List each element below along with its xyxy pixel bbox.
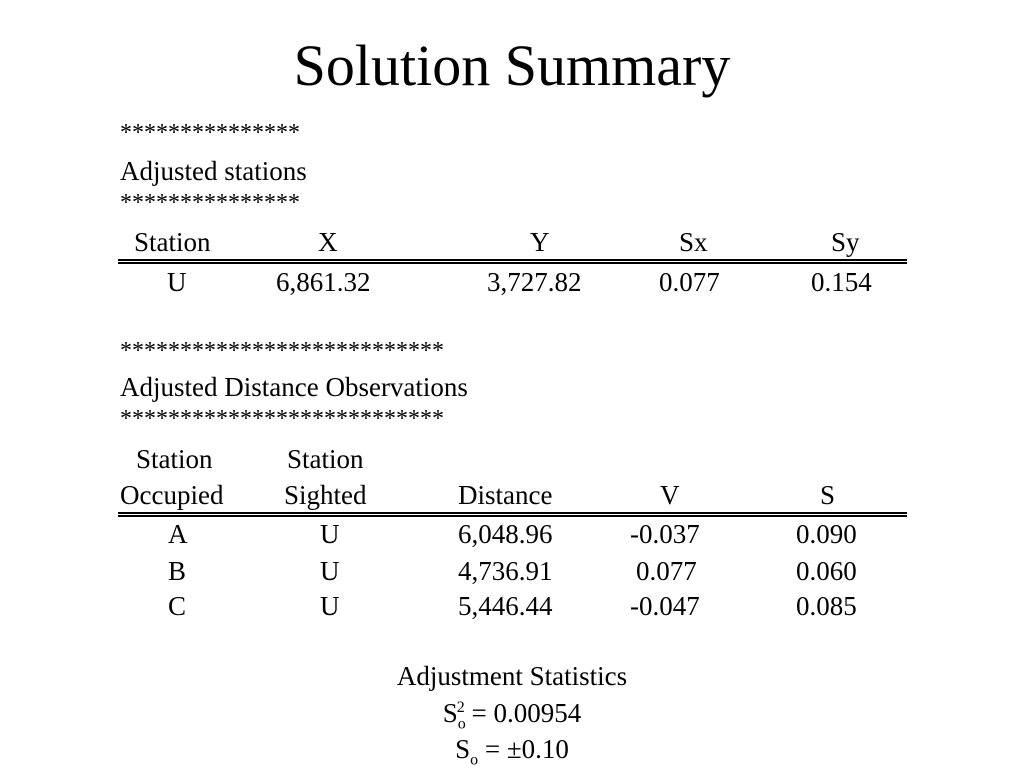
stations-heading: Adjusted stations bbox=[120, 156, 307, 186]
statistics-variance bbox=[0, 697, 1024, 733]
stations-col-y: Y bbox=[530, 227, 550, 257]
distance-stars-top: *************************** bbox=[120, 338, 444, 364]
distance-col-distance: Distance bbox=[458, 480, 553, 510]
distance-row-b-v: 0.077 bbox=[636, 556, 697, 586]
stations-stars-bottom: *************** bbox=[120, 190, 300, 216]
distance-col-station-occupied-line1: Station bbox=[136, 444, 213, 474]
distance-row-c-s: 0.085 bbox=[796, 591, 857, 621]
stations-row-sy: 0.154 bbox=[811, 267, 872, 297]
stations-col-station: Station bbox=[134, 227, 211, 257]
distance-row-c-occupied: C bbox=[168, 591, 187, 621]
distance-row-a-sighted: U bbox=[320, 519, 340, 549]
distance-row-b-distance: 4,736.91 bbox=[458, 556, 553, 586]
stations-col-x: X bbox=[318, 227, 338, 257]
stations-header-rule bbox=[118, 259, 907, 264]
distance-row-c-sighted: U bbox=[320, 591, 340, 621]
distance-row-c-v: -0.047 bbox=[630, 591, 700, 621]
variance-symbol: S bbox=[442, 698, 458, 728]
distance-row-a-distance: 6,048.96 bbox=[458, 519, 553, 549]
stations-col-sy: Sy bbox=[831, 227, 860, 257]
distance-col-station-occupied-line2: Occupied bbox=[120, 480, 224, 510]
distance-col-v: V bbox=[660, 480, 680, 510]
stddev-value: = ±0.10 bbox=[478, 734, 569, 764]
distance-header-rule bbox=[118, 512, 907, 517]
distance-stars-bottom: *************************** bbox=[120, 406, 444, 432]
distance-row-a-s: 0.090 bbox=[796, 519, 857, 549]
stations-row-station: U bbox=[167, 267, 187, 297]
distance-col-s: S bbox=[820, 480, 836, 510]
stations-row-sx: 0.077 bbox=[659, 267, 720, 297]
stddev-symbol: S bbox=[455, 734, 471, 764]
stations-col-sx: Sx bbox=[679, 227, 708, 257]
distance-row-b-s: 0.060 bbox=[796, 556, 857, 586]
stddev-subscript: o bbox=[470, 751, 479, 768]
stations-stars-top: *************** bbox=[120, 120, 300, 146]
statistics-heading: Adjustment Statistics bbox=[396, 661, 628, 691]
variance-superscript: 2 bbox=[456, 699, 465, 716]
distance-col-station-sighted-line2: Sighted bbox=[284, 480, 367, 510]
variance-value: = 0.00954 bbox=[464, 698, 582, 728]
distance-row-a-v: -0.037 bbox=[630, 519, 700, 549]
distance-row-c-distance: 5,446.44 bbox=[458, 591, 553, 621]
stations-row-x: 6,861.32 bbox=[276, 267, 371, 297]
distance-row-b-occupied: B bbox=[168, 556, 187, 586]
distance-heading: Adjusted Distance Observations bbox=[120, 372, 468, 402]
page-title: Solution Summary bbox=[293, 33, 731, 98]
distance-row-b-sighted: U bbox=[320, 556, 340, 586]
stations-row-y: 3,727.82 bbox=[487, 267, 582, 297]
distance-col-station-sighted-line1: Station bbox=[287, 444, 364, 474]
statistics-stddev bbox=[0, 733, 1024, 768]
distance-row-a-occupied: A bbox=[168, 519, 188, 549]
variance-subscript: o bbox=[457, 715, 466, 733]
